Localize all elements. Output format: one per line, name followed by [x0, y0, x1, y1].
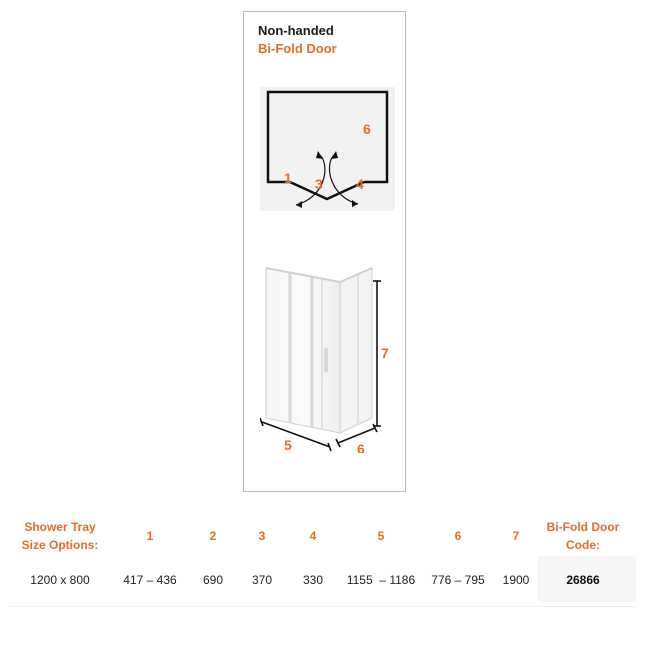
- enclosure-illustration: [260, 248, 395, 453]
- cell-col-6: 776 – 795: [431, 573, 485, 587]
- plan-label-3: 3: [315, 176, 323, 192]
- plan-view-svg: [260, 87, 395, 211]
- cell-col-7: 1900: [502, 573, 530, 587]
- header-col-2: 2: [209, 529, 217, 543]
- cell-col-4: 330: [302, 573, 324, 587]
- header-col-5: 5: [377, 529, 385, 543]
- plan-label-1: 1: [284, 170, 292, 186]
- plan-label-4: 4: [356, 176, 364, 192]
- enclosure-label-5: 5: [284, 437, 292, 453]
- header-col-4: 4: [309, 529, 317, 543]
- enclosure-label-7: 7: [381, 345, 389, 361]
- header-shower-tray-line1: Shower Tray: [24, 520, 96, 534]
- header-col-6: 6: [454, 529, 462, 543]
- cell-size: 1200 x 800: [30, 573, 90, 587]
- cell-col-1: 417 – 436: [123, 573, 177, 587]
- panel-title: Non-handed: [258, 23, 334, 38]
- header-col-3: 3: [258, 529, 266, 543]
- product-diagram-panel: [243, 11, 406, 492]
- cell-col-5: 1155 – 1186: [346, 573, 416, 587]
- header-bifold-code: [542, 518, 624, 554]
- cell-col-2: 690: [202, 573, 224, 587]
- enclosure-svg: [260, 248, 395, 453]
- cell-bifold-code: 26866: [566, 573, 600, 587]
- header-bifold-code-line2: Code:: [566, 538, 600, 552]
- enclosure-label-6: 6: [357, 441, 365, 453]
- header-col-7: 7: [512, 529, 520, 543]
- plan-label-6: 6: [363, 121, 371, 137]
- header-col-1: 1: [146, 529, 154, 543]
- panel-subtitle: Bi-Fold Door: [258, 41, 337, 56]
- plan-view-diagram: [260, 87, 395, 211]
- header-shower-tray-line2: Size Options:: [21, 538, 99, 552]
- row-divider: [10, 606, 636, 607]
- size-options-table: [0, 512, 650, 612]
- cell-col-3: 370: [251, 573, 273, 587]
- header-shower-tray: [10, 518, 110, 554]
- header-bifold-code-line1: Bi-Fold Door: [546, 520, 620, 534]
